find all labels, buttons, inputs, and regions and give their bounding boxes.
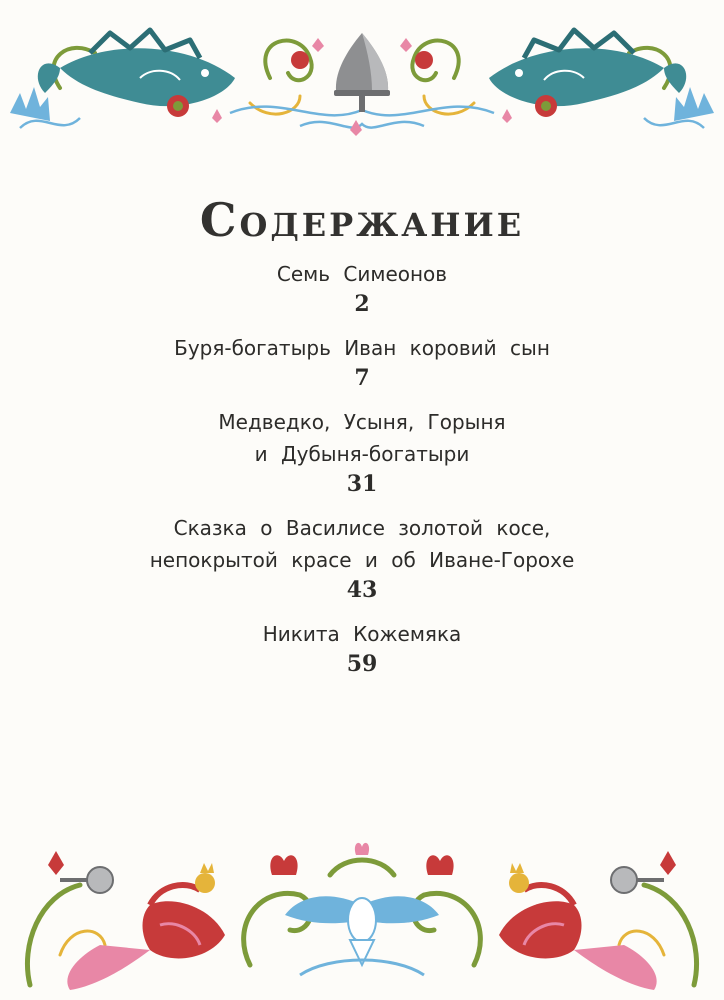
toc-entry[interactable] (0, 618, 724, 678)
toc-entry-page: 7 (354, 365, 370, 391)
table-of-contents (0, 258, 724, 692)
fish-icon (489, 30, 686, 106)
page-title: Содержание (199, 192, 525, 247)
toc-entry-page: 31 (346, 471, 378, 497)
toc-entry[interactable] (0, 512, 724, 604)
toc-entry-page: 43 (346, 577, 378, 603)
top-ornament (0, 18, 724, 148)
mace-icon (60, 867, 664, 893)
dove-icon (285, 896, 439, 975)
toc-entry-page: 59 (346, 651, 378, 677)
toc-entry-page: 2 (354, 291, 370, 317)
toc-entry[interactable] (0, 406, 724, 498)
bottom-ornament (0, 835, 724, 995)
toc-entry-title: Буря-богатырь Иван коровий сын (174, 336, 550, 360)
toc-entry-title: Семь Симеонов (276, 262, 448, 286)
fish-icon (38, 30, 235, 106)
toc-entry[interactable] (0, 332, 724, 392)
toc-entry-title: Сказка о Василисе золотой косе, непокрытой красе и об Иване-Горохе (149, 516, 575, 572)
toc-entry-title: Никита Кожемяка (262, 622, 462, 646)
helmet-icon (334, 33, 390, 112)
toc-entry-title: Медведко, Усыня, Горыня и Дубыня-богатыри (218, 410, 506, 466)
toc-entry[interactable] (0, 258, 724, 318)
